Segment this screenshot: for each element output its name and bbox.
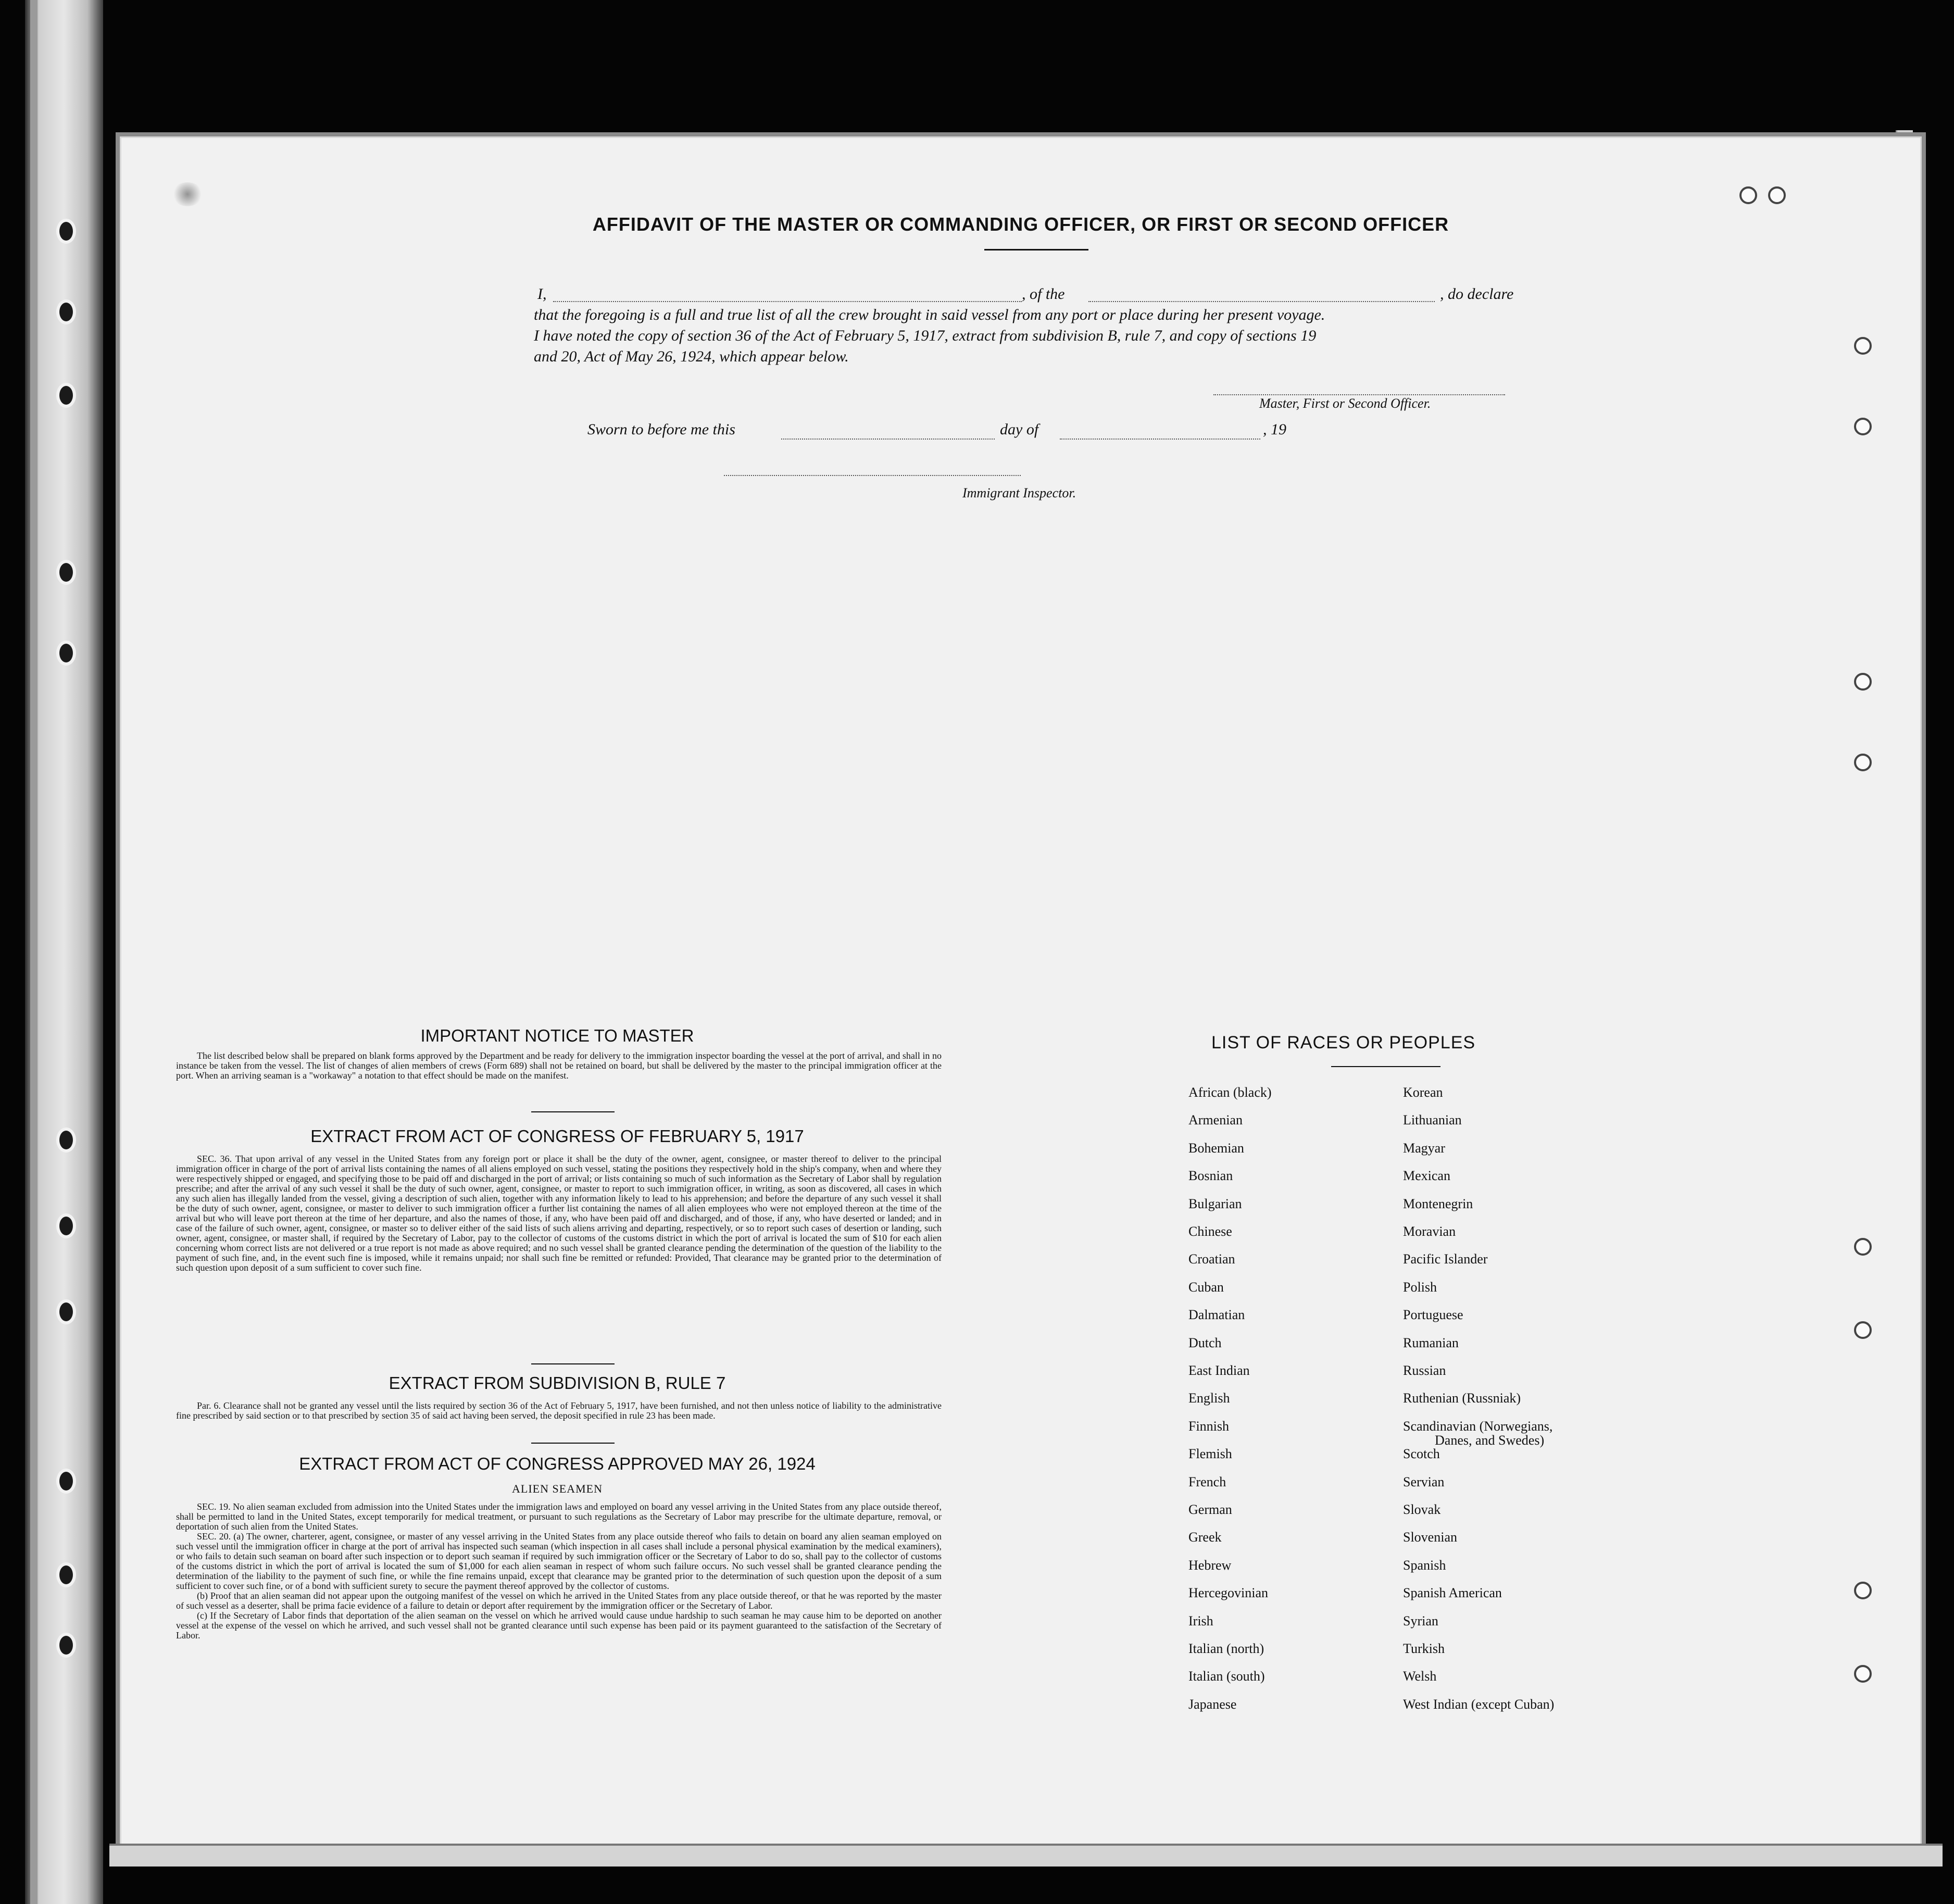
sec-19-text: SEC. 19. No alien seaman excluded from admission into the United States under the immigration laws and employed on board any vessel arriving in the United States from any place outside thereof, shall be permitted to land in the United States, except temporarily for medical treatment, or pursuant to such regulations as the Secretary of Labor may prescribe for the ultimate departure, removal, or deportation of such alien from the United States. [176,1501,942,1532]
notice-text: The list described below shall be prepared on blank forms approved by the Department and be ready for delivery to the immigration inspector boarding the vessel at the port of arrival, and shall in no instance be taken from the vessel. The list of changes of alien members of crews (Form 689) shall not be retained on board, but shall be delivered by the master to the principal immigration officer at the port. When an arriving seaman is a "workaway" a notation to that effect should be made on the manifest. [176,1050,942,1081]
race-item: Ruthenian (Russniak) [1403,1391,1521,1406]
affidavit-of-the: , of the [1022,285,1065,303]
race-item: Pacific Islander [1403,1251,1488,1267]
extract-1924-body [176,1502,942,1640]
binder-hole [56,1633,76,1658]
race-item: Bosnian [1188,1168,1233,1183]
race-item: Chinese [1188,1224,1232,1239]
race-item: Japanese [1188,1697,1237,1712]
race-item: Italian (north) [1188,1641,1264,1656]
punch-hole [1854,1238,1872,1256]
section-rule [531,1363,615,1364]
extract-rule7-text: Par. 6. Clearance shall not be granted any vessel until the lists required by section 36 of the Act of February 5, 1917, have been furnished, and not then unless notice of liability to the administrative fine prescribed by said section or to that prescribed by section 35 of said act having been served, the deposit specified in rule 23 has been made. [176,1400,942,1421]
race-item: Turkish [1403,1641,1445,1656]
race-item-continuation: Danes, and Swedes) [1435,1433,1545,1448]
inspector-caption: Immigrant Inspector. [962,485,1076,500]
race-item: Flemish [1188,1446,1232,1461]
affidavit-i: I, [537,285,547,303]
races-title: LIST OF RACES OR PEOPLES [1211,1033,1476,1053]
binder-hole [56,1213,76,1238]
binder-strip [25,0,103,1904]
name-blank[interactable] [553,301,1022,302]
affidavit-line-3: I have noted the copy of section 36 of the Act of February 5, 1917, extract from subdivision B, rule 7, and copy of sections 19 [534,327,1317,344]
race-item: West Indian (except Cuban) [1403,1697,1555,1712]
punch-hole [1768,186,1786,204]
sworn-day-blank[interactable] [781,439,995,440]
race-item: Russian [1403,1363,1446,1378]
sec-20a-text: SEC. 20. (a) The owner, charterer, agent, consignee, or master of any vessel arriving in the United States from any place outside thereof who fails to detain on board any alien seaman employed on such vessel until the immigration officer in charge at the port of arrival has inspected such seaman (which inspection in all cases shall include a personal physical examination by the medical examiners), or who fails to detain such seaman on board after such inspection or to deport such seaman if required by such immigration officer or the Secretary of Labor to do so, shall pay to the collector of customs of the customs district in which the port of arrival is located the sum of $1,000 for each alien seaman in respect of whom such failure occurs. No such vessel shall be granted clearance pending the determination of the liability to the payment of such fine, or while the fine remains unpaid, except that clearance may be granted prior to the determination of such question upon the deposit of a sum sufficient to cover such fine, or of a bond with sufficient surety to secure the payment thereof approved by the collector of customs. [176,1531,942,1591]
extract-rule7-title: EXTRACT FROM SUBDIVISION B, RULE 7 [389,1373,726,1393]
race-item: Moravian [1403,1224,1456,1239]
punch-hole [1854,418,1872,435]
punch-hole [1854,673,1872,691]
master-caption: Master, First or Second Officer. [1259,396,1431,411]
race-item: Welsh [1403,1669,1437,1684]
race-item: Greek [1188,1530,1222,1545]
binder-rail [30,0,37,1904]
race-item: Spanish [1403,1558,1446,1573]
affidavit-title: AFFIDAVIT OF THE MASTER OR COMMANDING OFFICER, OR FIRST OR SECOND OFFICER [592,214,1449,235]
punch-hole [1854,754,1872,771]
alien-seamen-subtitle: ALIEN SEAMEN [512,1482,603,1495]
section-rule [531,1111,615,1112]
race-item: Irish [1188,1613,1213,1629]
race-item: Scotch [1403,1446,1440,1461]
race-item: Scandinavian (Norwegians, [1403,1419,1553,1434]
vessel-blank[interactable] [1088,301,1435,302]
binder-hole [56,219,76,244]
affidavit-line-4: and 20, Act of May 26, 1924, which appear below. [534,348,849,365]
race-item: Dutch [1188,1335,1222,1350]
binder-hole [56,1469,76,1494]
punch-hole [1739,186,1757,204]
race-item: Slovenian [1403,1530,1457,1545]
race-item: Bulgarian [1188,1196,1242,1211]
binder-hole [56,383,76,408]
extract-1917-text: SEC. 36. That upon arrival of any vessel in the United States from any foreign port or place it shall be the duty of the owner, agent, consignee, or master thereof to deliver to the principal immigration officer in charge of the port of arrival lists containing the names of all aliens employed on such vessel, stating the positions they respectively hold in the ship's company, when and where they were respectively shipped or engaged, and specifying those to be paid off and discharged in the port of arrival; or lists containing so much of such information as the Secretary of Labor shall by regulation prescribe; and after the arrival of any such vessel it shall be the duty of such owner, agent, consignee, or master to report to such immigration officer, in writing, as soon as discovered, all cases in which any such alien has illegally landed from the vessel, giving a description of such alien, together with any information likely to lead to his apprehension; and before the departure of any such vessel it shall be the duty of such owner, agent, consignee, or master to deliver to such immigration officer a further list containing the names of all alien employees who were not employed thereon at the time of the arrival but who will leave port thereon at the time of her departure, and also the names of those, if any, who have been paid off and discharged, and of those, if any, who have deserted or landed; and in case of the failure of such owner, agent, consignee, or master so to deliver either of the said lists of such aliens arriving and departing, respectively, or so to report such cases of desertion or landing, such owner, agent, consignee, or master shall, if required by the Secretary of Labor, pay to the collector of customs of the customs district in which the port of arrival is located the sum of $10 for each alien concerning whom correct lists are not delivered or a true report is not made as above required; and no such vessel shall be granted clearance pending the determination of the question of the liability to the payment of such fine, and, in the event such fine is imposed, while it remains unpaid; nor shall such fine be remitted or refunded: Provided, That clearance may be granted prior to the determination of such question upon deposit of a sum sufficient to cover such fine. [176,1154,942,1273]
notice-title: IMPORTANT NOTICE TO MASTER [420,1026,694,1045]
page-edge-bottom [109,1844,1943,1867]
binder-hole [56,299,76,324]
affidavit-do-declare: , do declare [1440,285,1514,303]
race-item: Cuban [1188,1280,1224,1295]
sworn-month-blank[interactable] [1060,439,1260,440]
race-item: Hercegovinian [1188,1585,1269,1600]
race-item: Croatian [1188,1251,1235,1267]
extract-1924-title: EXTRACT FROM ACT OF CONGRESS APPROVED MAY 26, 1924 [299,1454,816,1473]
punch-hole [1854,1321,1872,1339]
races-rule [1331,1066,1441,1067]
punch-hole [1854,1665,1872,1683]
inspector-signature-blank[interactable] [724,475,1021,476]
race-item: Mexican [1403,1168,1450,1183]
binder-hole [56,560,76,585]
race-item: Italian (south) [1188,1669,1265,1684]
race-item: Korean [1403,1085,1443,1100]
race-item: Servian [1403,1474,1445,1489]
race-item: Montenegrin [1403,1196,1473,1211]
sec-20b-text: (b) Proof that an alien seaman did not appear upon the outgoing manifest of the vessel on which he arrived in the United States from any place outside thereof, or that he was reported by the master of such vessel as a deserter, shall be prima facie evidence of a failure to detain or deport after requirement by the immigration officer or the Secretary of Labor. [176,1590,942,1611]
affidavit-line-2: that the foregoing is a full and true list of all the crew brought in said vessel from any port or place during her present voyage. [534,306,1325,323]
race-item: Bohemian [1188,1141,1244,1156]
race-item: Spanish American [1403,1585,1502,1600]
race-item: Polish [1403,1280,1437,1295]
race-item: French [1188,1474,1226,1489]
race-item: Syrian [1403,1613,1438,1629]
race-item: Finnish [1188,1419,1230,1434]
race-item: Armenian [1188,1112,1243,1128]
race-item: German [1188,1502,1232,1517]
binder-hole [56,1562,76,1587]
title-rule [984,249,1088,250]
race-item: Dalmatian [1188,1307,1245,1322]
binder-hole [56,1299,76,1324]
race-item: Lithuanian [1403,1112,1462,1128]
smudge-mark [172,182,203,206]
year-label: , 19 [1263,421,1286,438]
race-item: Portuguese [1403,1307,1463,1322]
master-signature-blank[interactable] [1213,394,1505,395]
race-item: Magyar [1403,1141,1445,1156]
binder-hole [56,1128,76,1153]
extract-1917-title: EXTRACT FROM ACT OF CONGRESS OF FEBRUARY 5, 1917 [310,1126,804,1146]
race-item: Slovak [1403,1502,1441,1517]
sworn-label: Sworn to before me this [587,421,735,438]
race-item: Rumanian [1403,1335,1459,1350]
day-of-label: day of [1000,421,1039,438]
race-item: East Indian [1188,1363,1250,1378]
punch-hole [1854,1582,1872,1599]
race-item: African (black) [1188,1085,1272,1100]
section-rule [531,1443,615,1444]
punch-hole [1854,337,1872,355]
race-item: English [1188,1391,1230,1406]
binder-hole [56,641,76,666]
sec-20c-text: (c) If the Secretary of Labor finds that deportation of the alien seaman on the vessel on which he arrived would cause undue hardship to such seaman he may cause him to be deported on another vessel at the expense of the vessel on which he arrived, and such vessel shall not be granted clearance until such expense has been paid or its payment guaranteed to the satisfaction of the Secretary of Labor. [176,1610,942,1640]
race-item: Hebrew [1188,1558,1232,1573]
